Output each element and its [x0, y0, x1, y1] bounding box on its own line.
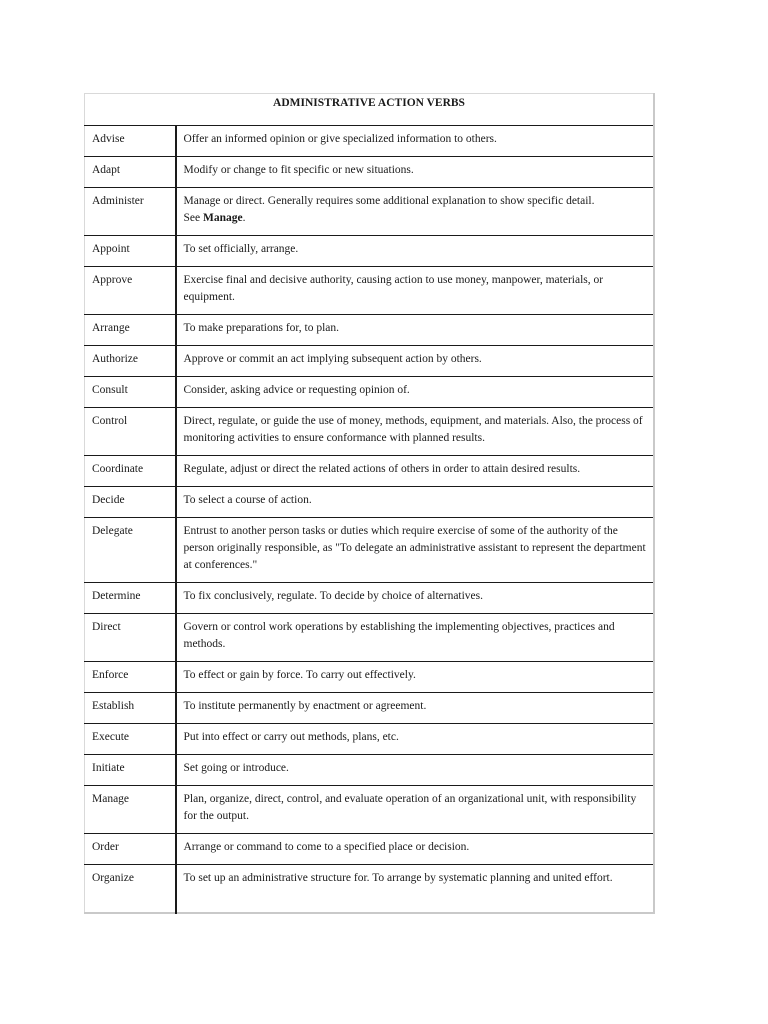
term-cell: Enforce [85, 662, 176, 693]
term-cell: Administer [85, 188, 176, 236]
term-cell: Order [85, 834, 176, 865]
term-cell: Approve [85, 267, 176, 315]
table-row [85, 188, 655, 236]
term-cell: Coordinate [85, 456, 176, 487]
table-row [85, 377, 655, 408]
table-row [85, 786, 655, 834]
definition-cell [176, 188, 655, 236]
table-row [85, 408, 655, 456]
definition-cell: Direct, regulate, or guide the use of money, methods, equipment, and materials. Also, the process of monitoring activities to ensure conformance with planned results. [176, 408, 655, 456]
definition-cell: Entrust to another person tasks or duties which require exercise of some of the authority of the person originally responsible, as "To delegate an administrative assistant to represent the department at conferences." [176, 518, 655, 583]
definition-cell: To make preparations for, to plan. [176, 315, 655, 346]
table-row [85, 693, 655, 724]
term-cell: Appoint [85, 236, 176, 267]
term-cell: Control [85, 408, 176, 456]
table-row [85, 456, 655, 487]
table-row [85, 487, 655, 518]
definition-cell: To effect or gain by force. To carry out effectively. [176, 662, 655, 693]
definition-cell: Set going or introduce. [176, 755, 655, 786]
table-row [85, 126, 655, 157]
term-cell: Organize [85, 865, 176, 914]
action-verbs-table [84, 93, 655, 914]
title-row [85, 94, 655, 126]
table-row [85, 834, 655, 865]
definition-cell: Consider, asking advice or requesting opinion of. [176, 377, 655, 408]
table-row [85, 518, 655, 583]
table-row [85, 157, 655, 188]
table-row [85, 583, 655, 614]
table-title: ADMINISTRATIVE ACTION VERBS [85, 94, 655, 126]
definition-cell: Arrange or command to come to a specified place or decision. [176, 834, 655, 865]
see-suffix: . [242, 212, 246, 224]
table-row [85, 724, 655, 755]
definition-cell: To institute permanently by enactment or agreement. [176, 693, 655, 724]
term-cell: Determine [85, 583, 176, 614]
term-cell: Advise [85, 126, 176, 157]
definition-cell: Approve or commit an act implying subsequent action by others. [176, 346, 655, 377]
term-cell: Decide [85, 487, 176, 518]
term-cell: Execute [85, 724, 176, 755]
table-row [85, 315, 655, 346]
definition-cell: Exercise final and decisive authority, causing action to use money, manpower, materials, or equipment. [176, 267, 655, 315]
table-row [85, 662, 655, 693]
table-row [85, 236, 655, 267]
definition-cell: Modify or change to fit specific or new situations. [176, 157, 655, 188]
table-row [85, 346, 655, 377]
definition-cell: Plan, organize, direct, control, and evaluate operation of an organizational unit, with responsibility for the output. [176, 786, 655, 834]
term-cell: Adapt [85, 157, 176, 188]
see-reference: Manage [202, 212, 243, 224]
definition-cell: Offer an informed opinion or give specialized information to others. [176, 126, 655, 157]
table-row [85, 614, 655, 662]
table-row [85, 755, 655, 786]
definition-cell: To set up an administrative structure for. To arrange by systematic planning and united effort. [183, 872, 613, 884]
term-cell: Delegate [85, 518, 176, 583]
term-cell: Establish [85, 693, 176, 724]
see-prefix: See [183, 212, 203, 224]
definition-cell: To set officially, arrange. [176, 236, 655, 267]
term-cell: Authorize [85, 346, 176, 377]
definition-text: Manage or direct. Generally requires some additional explanation to show specific detail. [183, 195, 595, 207]
term-cell: Consult [85, 377, 176, 408]
definition-cell: Govern or control work operations by establishing the implementing objectives, practices and methods. [176, 614, 655, 662]
table-row [85, 267, 655, 315]
term-cell: Direct [85, 614, 176, 662]
table-row [85, 865, 655, 914]
definition-cell: To select a course of action. [176, 487, 655, 518]
definition-cell: To fix conclusively, regulate. To decide by choice of alternatives. [176, 583, 655, 614]
term-cell: Manage [85, 786, 176, 834]
definition-cell: Regulate, adjust or direct the related actions of others in order to attain desired results. [176, 456, 655, 487]
term-cell: Initiate [85, 755, 176, 786]
term-cell: Arrange [85, 315, 176, 346]
definition-cell: Put into effect or carry out methods, plans, etc. [176, 724, 655, 755]
